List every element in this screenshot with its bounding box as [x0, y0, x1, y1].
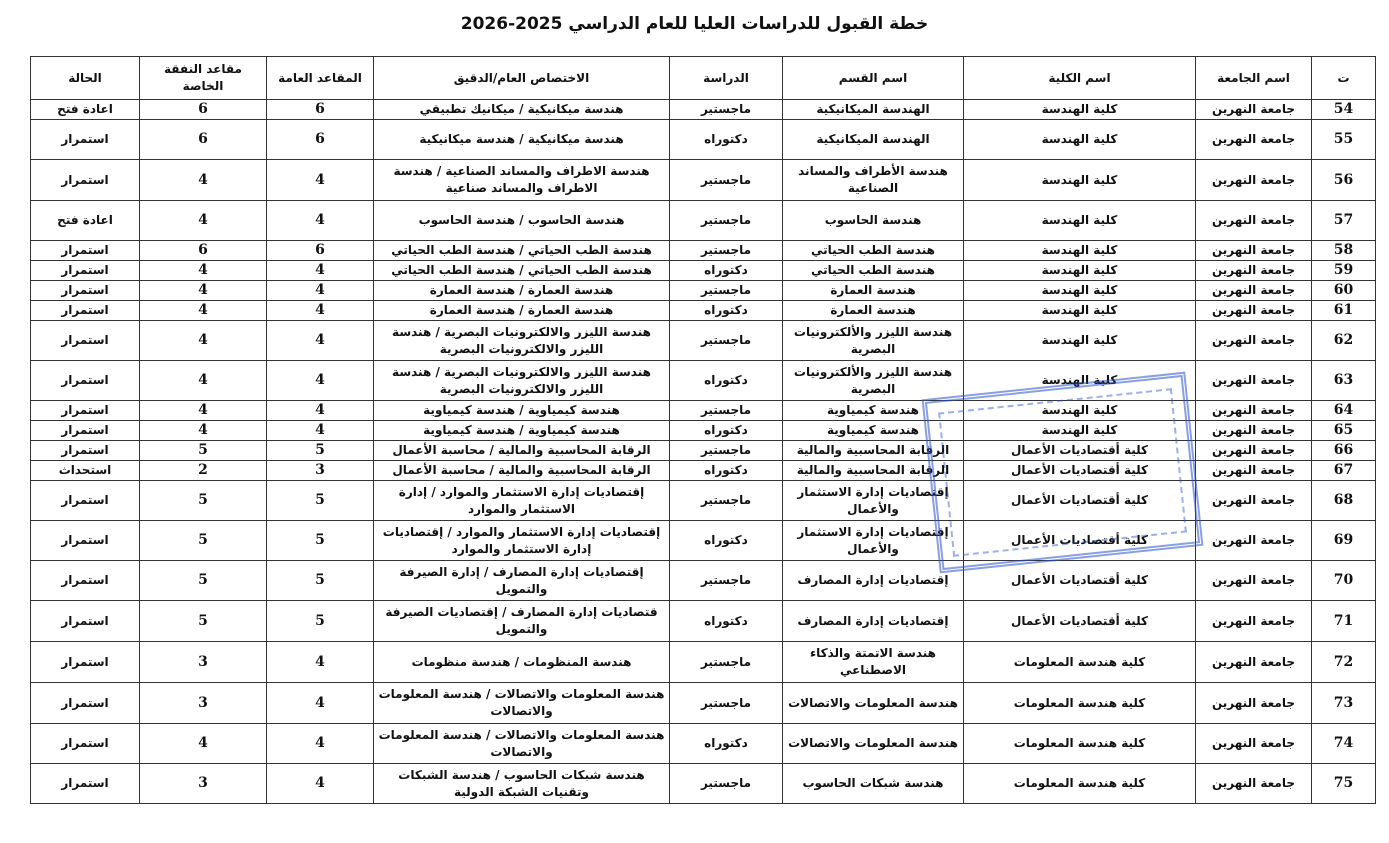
row-college: كلية هندسة المعلومات	[964, 724, 1196, 764]
table-row	[31, 241, 1376, 261]
table-body	[31, 100, 1376, 804]
row-college: كلية أقتصاديات الأعمال	[964, 601, 1196, 642]
row-college: كلية الهندسة	[964, 241, 1196, 261]
row-index: 68	[1312, 481, 1376, 521]
row-department: هندسة كيمياوية	[783, 401, 964, 421]
row-status: استحداث	[31, 461, 140, 481]
row-study: دكتوراه	[670, 461, 783, 481]
table-row	[31, 601, 1376, 642]
row-study: ماجستير	[670, 281, 783, 301]
table-row	[31, 301, 1376, 321]
row-specialization: هندسة المعلومات والاتصالات / هندسة المعلومات والاتصالات	[374, 683, 670, 724]
table-row	[31, 521, 1376, 561]
header-university: اسم الجامعة	[1196, 57, 1312, 100]
row-general-seats: 4	[267, 642, 374, 683]
row-college: كلية هندسة المعلومات	[964, 683, 1196, 724]
admission-plan-table	[30, 56, 1376, 804]
row-study: ماجستير	[670, 764, 783, 804]
row-private-seats: 6	[140, 100, 267, 120]
header-row	[31, 57, 1376, 100]
row-study: دكتوراه	[670, 120, 783, 160]
header-college: اسم الكلية	[964, 57, 1196, 100]
row-general-seats: 4	[267, 301, 374, 321]
header-private-seats: مقاعد النفقة الخاصة	[140, 57, 267, 100]
row-status: استمرار	[31, 421, 140, 441]
row-department: هندسة الأطراف والمساند الصناعية	[783, 160, 964, 201]
row-private-seats: 2	[140, 461, 267, 481]
row-university: جامعة النهرين	[1196, 401, 1312, 421]
row-university: جامعة النهرين	[1196, 321, 1312, 361]
row-private-seats: 6	[140, 241, 267, 261]
row-study: دكتوراه	[670, 301, 783, 321]
row-college: كلية الهندسة	[964, 160, 1196, 201]
row-status: استمرار	[31, 642, 140, 683]
row-study: ماجستير	[670, 100, 783, 120]
row-status: استمرار	[31, 561, 140, 601]
row-study: ماجستير	[670, 683, 783, 724]
row-specialization: هندسة ميكانيكية / هندسة ميكانيكية	[374, 120, 670, 160]
row-index: 54	[1312, 100, 1376, 120]
table-row	[31, 100, 1376, 120]
row-private-seats: 4	[140, 160, 267, 201]
row-status: اعادة فتح	[31, 100, 140, 120]
row-university: جامعة النهرين	[1196, 601, 1312, 642]
row-general-seats: 4	[267, 401, 374, 421]
row-department: هندسة العمارة	[783, 281, 964, 301]
row-general-seats: 4	[267, 683, 374, 724]
row-general-seats: 4	[267, 361, 374, 401]
row-private-seats: 4	[140, 421, 267, 441]
row-university: جامعة النهرين	[1196, 683, 1312, 724]
row-index: 73	[1312, 683, 1376, 724]
row-university: جامعة النهرين	[1196, 561, 1312, 601]
row-private-seats: 4	[140, 724, 267, 764]
table-row	[31, 361, 1376, 401]
row-general-seats: 6	[267, 241, 374, 261]
row-college: كلية أقتصاديات الأعمال	[964, 461, 1196, 481]
row-index: 72	[1312, 642, 1376, 683]
row-study: ماجستير	[670, 642, 783, 683]
row-college: كلية الهندسة	[964, 261, 1196, 281]
row-study: دكتوراه	[670, 421, 783, 441]
row-general-seats: 5	[267, 481, 374, 521]
row-private-seats: 5	[140, 521, 267, 561]
row-status: استمرار	[31, 241, 140, 261]
row-college: كلية أقتصاديات الأعمال	[964, 481, 1196, 521]
table-row	[31, 261, 1376, 281]
row-status: استمرار	[31, 401, 140, 421]
row-private-seats: 4	[140, 301, 267, 321]
row-specialization: هندسة الاطراف والمساند الصناعية / هندسة الاطراف والمساند صناعية	[374, 160, 670, 201]
table-row	[31, 481, 1376, 521]
table-row	[31, 201, 1376, 241]
row-index: 69	[1312, 521, 1376, 561]
row-department: هندسة الليزر والألكترونيات البصرية	[783, 321, 964, 361]
row-private-seats: 4	[140, 401, 267, 421]
row-university: جامعة النهرين	[1196, 361, 1312, 401]
header-index: ت	[1312, 57, 1376, 100]
row-department: هندسة كيمياوية	[783, 421, 964, 441]
row-index: 67	[1312, 461, 1376, 481]
row-private-seats: 4	[140, 201, 267, 241]
row-university: جامعة النهرين	[1196, 160, 1312, 201]
row-university: جامعة النهرين	[1196, 241, 1312, 261]
row-university: جامعة النهرين	[1196, 301, 1312, 321]
row-index: 71	[1312, 601, 1376, 642]
row-university: جامعة النهرين	[1196, 441, 1312, 461]
row-status: استمرار	[31, 361, 140, 401]
row-specialization: هندسة العمارة / هندسة العمارة	[374, 281, 670, 301]
row-department: إقتصاديات إدارة الاستثمار والأعمال	[783, 521, 964, 561]
row-private-seats: 4	[140, 281, 267, 301]
table-row	[31, 642, 1376, 683]
table-row	[31, 764, 1376, 804]
row-index: 63	[1312, 361, 1376, 401]
row-status: استمرار	[31, 160, 140, 201]
row-specialization: هندسة الليزر والالكترونيات البصرية / هندسة الليزر والالكترونيات البصرية	[374, 361, 670, 401]
document-title: خطة القبول للدراسات العليا للعام الدراسي 2025-2026	[460, 14, 929, 34]
row-department: هندسة المعلومات والاتصالات	[783, 683, 964, 724]
row-specialization: هندسة كيمياوية / هندسة كيمياوية	[374, 421, 670, 441]
row-general-seats: 4	[267, 261, 374, 281]
row-specialization: إقتصاديات إدارة الاستثمار والموارد / إقتصاديات إدارة الاستثمار والموارد	[374, 521, 670, 561]
row-status: استمرار	[31, 764, 140, 804]
row-specialization: إقتصاديات إدارة الاستثمار والموارد / إدارة الاستثمار والموارد	[374, 481, 670, 521]
row-specialization: هندسة العمارة / هندسة العمارة	[374, 301, 670, 321]
row-university: جامعة النهرين	[1196, 481, 1312, 521]
row-status: استمرار	[31, 521, 140, 561]
row-general-seats: 4	[267, 764, 374, 804]
row-university: جامعة النهرين	[1196, 724, 1312, 764]
row-university: جامعة النهرين	[1196, 120, 1312, 160]
row-status: استمرار	[31, 120, 140, 160]
row-index: 57	[1312, 201, 1376, 241]
row-department: الهندسة الميكانيكية	[783, 100, 964, 120]
row-university: جامعة النهرين	[1196, 461, 1312, 481]
row-study: ماجستير	[670, 401, 783, 421]
row-status: استمرار	[31, 724, 140, 764]
row-specialization: الرقابة المحاسبية والمالية / محاسبة الأعمال	[374, 461, 670, 481]
table-row	[31, 160, 1376, 201]
row-specialization: هندسة الحاسوب / هندسة الحاسوب	[374, 201, 670, 241]
row-college: كلية هندسة المعلومات	[964, 642, 1196, 683]
row-index: 55	[1312, 120, 1376, 160]
row-study: ماجستير	[670, 241, 783, 261]
row-general-seats: 4	[267, 281, 374, 301]
table-row	[31, 561, 1376, 601]
row-specialization: هندسة الطب الحياتي / هندسة الطب الحياتي	[374, 261, 670, 281]
row-status: استمرار	[31, 321, 140, 361]
row-college: كلية الهندسة	[964, 100, 1196, 120]
row-department: هندسة الحاسوب	[783, 201, 964, 241]
row-study: دكتوراه	[670, 261, 783, 281]
row-college: كلية هندسة المعلومات	[964, 764, 1196, 804]
row-general-seats: 5	[267, 561, 374, 601]
row-study: دكتوراه	[670, 601, 783, 642]
header-general-seats: المقاعد العامة	[267, 57, 374, 100]
table-row	[31, 441, 1376, 461]
row-study: ماجستير	[670, 481, 783, 521]
row-department: هندسة الطب الحياتي	[783, 241, 964, 261]
row-specialization: قتصاديات إدارة المصارف / إقتصاديات الصيرفة والتمويل	[374, 601, 670, 642]
row-college: كلية أقتصاديات الأعمال	[964, 521, 1196, 561]
row-index: 60	[1312, 281, 1376, 301]
row-status: استمرار	[31, 261, 140, 281]
row-general-seats: 3	[267, 461, 374, 481]
row-index: 75	[1312, 764, 1376, 804]
row-general-seats: 5	[267, 601, 374, 642]
row-college: كلية الهندسة	[964, 281, 1196, 301]
table-row	[31, 683, 1376, 724]
row-private-seats: 4	[140, 321, 267, 361]
row-index: 58	[1312, 241, 1376, 261]
row-private-seats: 3	[140, 642, 267, 683]
row-status: استمرار	[31, 481, 140, 521]
row-private-seats: 5	[140, 601, 267, 642]
row-index: 74	[1312, 724, 1376, 764]
row-general-seats: 4	[267, 160, 374, 201]
row-private-seats: 4	[140, 261, 267, 281]
row-study: ماجستير	[670, 561, 783, 601]
row-college: كلية الهندسة	[964, 401, 1196, 421]
row-private-seats: 5	[140, 481, 267, 521]
row-status: استمرار	[31, 601, 140, 642]
table-row	[31, 321, 1376, 361]
row-specialization: هندسة ميكانيكية / ميكانيك تطبيقي	[374, 100, 670, 120]
row-index: 65	[1312, 421, 1376, 441]
row-specialization: الرقابة المحاسبية والمالية / محاسبة الأعمال	[374, 441, 670, 461]
row-general-seats: 6	[267, 100, 374, 120]
row-university: جامعة النهرين	[1196, 521, 1312, 561]
row-university: جامعة النهرين	[1196, 100, 1312, 120]
table-row	[31, 281, 1376, 301]
row-study: ماجستير	[670, 441, 783, 461]
row-study: ماجستير	[670, 160, 783, 201]
row-department: هندسة المعلومات والاتصالات	[783, 724, 964, 764]
row-department: إقتصاديات إدارة المصارف	[783, 601, 964, 642]
row-department: إقتصاديات إدارة المصارف	[783, 561, 964, 601]
row-department: هندسة الطب الحياتي	[783, 261, 964, 281]
row-college: كلية أقتصاديات الأعمال	[964, 561, 1196, 601]
row-status: استمرار	[31, 683, 140, 724]
header-study: الدراسة	[670, 57, 783, 100]
row-specialization: هندسة الليزر والالكترونيات البصرية / هندسة الليزر والالكترونيات البصرية	[374, 321, 670, 361]
row-study: دكتوراه	[670, 724, 783, 764]
row-private-seats: 3	[140, 683, 267, 724]
row-specialization: هندسة شبكات الحاسوب / هندسة الشبكات وتقنيات الشبكة الدولية	[374, 764, 670, 804]
row-university: جامعة النهرين	[1196, 261, 1312, 281]
row-department: هندسة الاتمتة والذكاء الاصطناعي	[783, 642, 964, 683]
row-department: الرقابة المحاسبية والمالية	[783, 461, 964, 481]
row-study: دكتوراه	[670, 361, 783, 401]
row-university: جامعة النهرين	[1196, 201, 1312, 241]
row-study: ماجستير	[670, 201, 783, 241]
row-status: استمرار	[31, 281, 140, 301]
row-study: دكتوراه	[670, 521, 783, 561]
row-specialization: هندسة المنظومات / هندسة منظومات	[374, 642, 670, 683]
row-private-seats: 5	[140, 561, 267, 601]
row-private-seats: 6	[140, 120, 267, 160]
row-status: استمرار	[31, 301, 140, 321]
row-university: جامعة النهرين	[1196, 642, 1312, 683]
row-index: 62	[1312, 321, 1376, 361]
row-private-seats: 3	[140, 764, 267, 804]
row-college: كلية الهندسة	[964, 321, 1196, 361]
row-college: كلية أقتصاديات الأعمال	[964, 441, 1196, 461]
row-general-seats: 5	[267, 521, 374, 561]
row-department: إقتصاديات إدارة الاستثمار والأعمال	[783, 481, 964, 521]
row-index: 61	[1312, 301, 1376, 321]
row-private-seats: 5	[140, 441, 267, 461]
row-university: جامعة النهرين	[1196, 281, 1312, 301]
row-college: كلية الهندسة	[964, 361, 1196, 401]
row-specialization: إقتصاديات إدارة المصارف / إدارة الصيرفة والتمويل	[374, 561, 670, 601]
row-status: اعادة فتح	[31, 201, 140, 241]
row-department: هندسة شبكات الحاسوب	[783, 764, 964, 804]
row-status: استمرار	[31, 441, 140, 461]
row-index: 64	[1312, 401, 1376, 421]
row-department: الهندسة الميكانيكية	[783, 120, 964, 160]
row-general-seats: 4	[267, 321, 374, 361]
row-specialization: هندسة كيمياوية / هندسة كيمياوية	[374, 401, 670, 421]
row-general-seats: 5	[267, 441, 374, 461]
row-department: الرقابة المحاسبية والمالية	[783, 441, 964, 461]
row-specialization: هندسة المعلومات والاتصالات / هندسة المعلومات والاتصالات	[374, 724, 670, 764]
row-index: 59	[1312, 261, 1376, 281]
row-college: كلية الهندسة	[964, 201, 1196, 241]
row-department: هندسة العمارة	[783, 301, 964, 321]
row-general-seats: 6	[267, 120, 374, 160]
row-university: جامعة النهرين	[1196, 764, 1312, 804]
table-row	[31, 401, 1376, 421]
row-college: كلية الهندسة	[964, 120, 1196, 160]
row-private-seats: 4	[140, 361, 267, 401]
header-specialization: الاختصاص العام/الدقيق	[374, 57, 670, 100]
row-college: كلية الهندسة	[964, 301, 1196, 321]
row-university: جامعة النهرين	[1196, 421, 1312, 441]
header-department: اسم القسم	[783, 57, 964, 100]
row-index: 66	[1312, 441, 1376, 461]
row-general-seats: 4	[267, 421, 374, 441]
row-general-seats: 4	[267, 201, 374, 241]
row-department: هندسة الليزر والألكترونيات البصرية	[783, 361, 964, 401]
header-status: الحالة	[31, 57, 140, 100]
table-row	[31, 120, 1376, 160]
row-index: 70	[1312, 561, 1376, 601]
row-college: كلية الهندسة	[964, 421, 1196, 441]
row-index: 56	[1312, 160, 1376, 201]
table-row	[31, 724, 1376, 764]
table-row	[31, 461, 1376, 481]
row-study: ماجستير	[670, 321, 783, 361]
table-row	[31, 421, 1376, 441]
row-specialization: هندسة الطب الحياتي / هندسة الطب الحياتي	[374, 241, 670, 261]
row-general-seats: 4	[267, 724, 374, 764]
